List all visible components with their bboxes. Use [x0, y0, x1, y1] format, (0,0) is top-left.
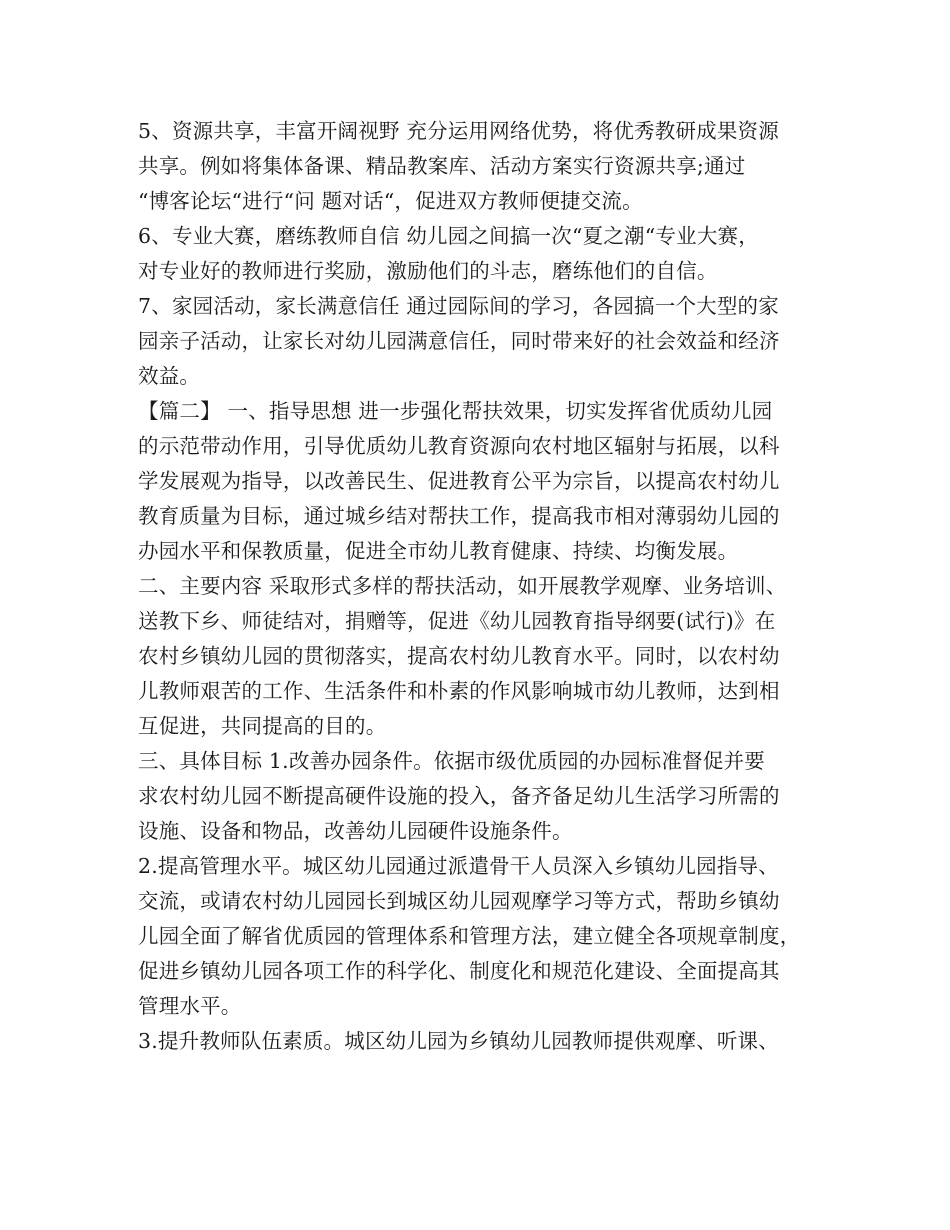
text-line: 对专业好的教师进行奖励，激励他们的斗志，磨练他们的自信。: [138, 259, 718, 283]
text-line: 送教下乡、师徒结对，捐赠等，促进《幼儿园教育指导纲要(试行)》在: [138, 609, 776, 633]
text-line: 5、资源共享，丰富开阔视野 充分运用网络优势，将优秀教研成果资源: [138, 119, 779, 143]
text-line: 办园水平和保教质量，促进全市幼儿教育健康、持续、均衡发展。: [138, 539, 739, 563]
text-line: 管理水平。: [138, 994, 242, 1018]
text-line: 共享。例如将集体备课、精品教案库、活动方案实行资源共享;通过: [138, 154, 746, 178]
text-line: 儿教师艰苦的工作、生活条件和朴素的作风影响城市幼儿教师，达到相: [138, 679, 780, 703]
text-line: 3.提升教师队伍素质。城区幼儿园为乡镇幼儿园教师提供观摩、听课、: [138, 1029, 779, 1053]
text-line: 的示范带动作用，引导优质幼儿教育资源向农村地区辐射与拓展，以科: [138, 434, 780, 458]
text-line: “博客论坛“进行“问 题对话“，促进双方教师便捷交流。: [138, 189, 643, 213]
text-line: 7、家园活动，家长满意信任 通过园际间的学习，各园搞一个大型的家: [138, 294, 779, 318]
text-line: 【篇二】 一、指导思想 进一步强化帮扶效果，切实发挥省优质幼儿园: [138, 399, 773, 423]
text-line: 园亲子活动，让家长对幼儿园满意信任，同时带来好的社会效益和经济: [138, 329, 780, 353]
text-line: 教育质量为目标，通过城乡结对帮扶工作，提高我市相对薄弱幼儿园的: [138, 504, 780, 528]
text-line: 效益。: [138, 364, 201, 388]
text-line: 促进乡镇幼儿园各项工作的科学化、制度化和规范化建设、全面提高其: [138, 959, 780, 983]
text-line: 学发展观为指导，以改善民生、促进教育公平为宗旨，以提高农村幼儿: [138, 469, 780, 493]
text-line: 交流，或请农村幼儿园园长到城区幼儿园观摩学习等方式，帮助乡镇幼: [138, 889, 780, 913]
text-line: 三、具体目标 1.改善办园条件。依据市级优质园的办园标准督促并要: [138, 749, 765, 773]
text-line: 互促进，共同提高的目的。: [138, 714, 387, 738]
text-line: 二、主要内容 采取形式多样的帮扶活动，如开展教学观摩、业务培训、: [138, 574, 787, 598]
text-line: 儿园全面了解省优质园的管理体系和管理方法，建立健全各项规章制度，: [138, 924, 801, 948]
document-page: [138, 114, 818, 1059]
text-line: 设施、设备和物品，改善幼儿园硬件设施条件。: [138, 819, 573, 843]
text-line: 求农村幼儿园不断提高硬件设施的投入，备齐备足幼儿生活学习所需的: [138, 784, 780, 808]
text-line: 6、专业大赛，磨练教师自信 幼儿园之间搞一次“夏之潮“专业大赛，: [138, 224, 759, 248]
text-line: 农村乡镇幼儿园的贯彻落实，提高农村幼儿教育水平。同时，以农村幼: [138, 644, 780, 668]
text-line: 2.提高管理水平。城区幼儿园通过派遣骨干人员深入乡镇幼儿园指导、: [138, 854, 779, 878]
